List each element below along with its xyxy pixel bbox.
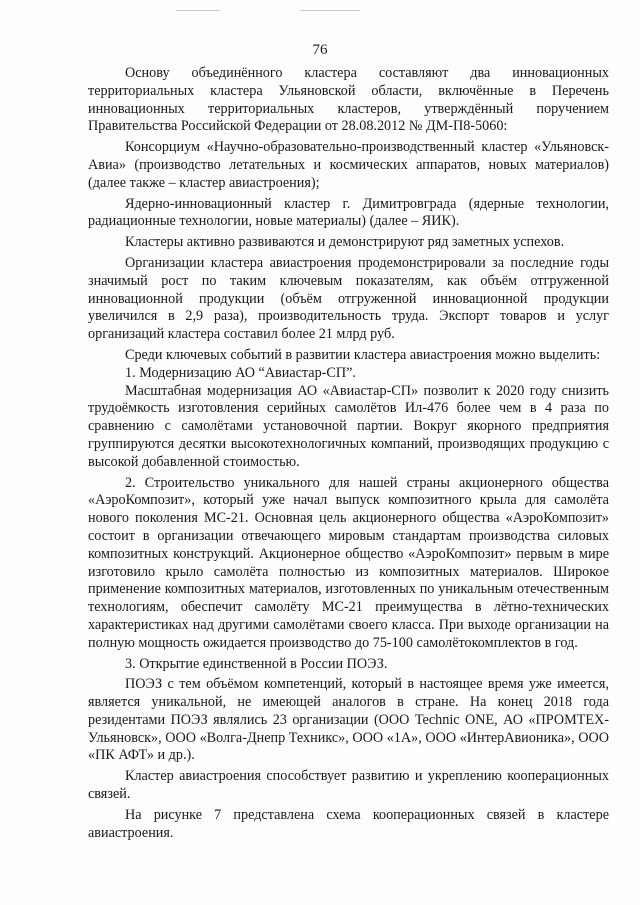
scan-artifact-line — [300, 10, 360, 11]
paragraph-item-1-heading: 1. Модернизацию АО “Авиастар-СП”. — [125, 364, 356, 381]
paragraph-item-3-body: ПОЭЗ с тем объёмом компетенций, который в настоящее время уже имеется, является уникальной, не имеющей аналогов в стране. На конец 2018 года резидентами ПОЭЗ являлись 23 организации (ООО Technic ONE, АО «ПРОМТЕХ-Ульяновск», ООО «Волга-Днепр Техникс», ООО «1А», ООО «ИнтерАвионика», ООО «ПК АФТ» и др.). — [88, 676, 609, 764]
document-body — [88, 65, 609, 845]
paragraph-key-events-intro: Среди ключевых событий в развитии кластера авиастроения можно выделить: — [125, 346, 601, 363]
page-number: 76 — [312, 42, 328, 58]
scan-artifact-line — [176, 10, 220, 11]
paragraph-item-1-body: Масштабная модернизация АО «Авиастар-СП» позволит к 2020 году снизить трудоёмкость изготовления серийных самолётов Ил-476 более чем в 4 раза по сравнению с самолётами установочной партии. Вокруг якорного предприятия группируются десятки высокотехнологичных компаний, производящих продукцию с высокой добавленной стоимостью. — [88, 382, 609, 470]
paragraph-cooperation: Кластер авиастроения способствует развитию и укреплению кооперационных связей. — [88, 768, 609, 803]
paragraph-item-3-heading: 3. Открытие единственной в России ПОЭЗ. — [125, 655, 388, 672]
paragraph-nuclear-cluster: Ядерно-инновационный кластер г. Димитровграда (ядерные технологии, радиационные технологии, новые материалы) (далее – ЯИК). — [88, 195, 609, 230]
paragraph-item-2: 2. Строительство уникального для нашей страны акционерного общества «АэроКомпозит», который уже начал выпуск композитного крыла для самолёта нового поколения МС-21. Основная цель акционерного общества «АэроКомпозит» состоит в организации отвечающего мировым стандартам производства силовых композитных конструкций. Акционерное общество «АэроКомпозит» первым в мире изготовило крыло самолёта полностью из композитных материалов. Широкое применение композитных материалов, изготовленных по уникальным отечественным технологиям, обеспечит самолёту МС-21 преимущества в лётно-технических характеристиках над другими самолётами своего класса. При выходе организации на полную мощность ожидается производство до 75-100 самолётокомплектов в год. — [88, 474, 609, 651]
paragraph-figure-reference: На рисунке 7 представлена схема кооперационных связей в кластере авиастроения. — [88, 806, 609, 841]
paragraph-clusters-success: Кластеры активно развиваются и демонстрируют ряд заметных успехов. — [125, 234, 565, 251]
paragraph-growth: Организации кластера авиастроения продемонстрировали за последние годы значимый рост по таким ключевым показателям, как объём отгруженной инновационной продукции (объём отгруженной инновационной продукции увеличился в 2,9 раза), производительность труда. Экспорт товаров и услуг организаций кластера составил более 21 млрд руб. — [88, 254, 609, 343]
paragraph-cluster-basis: Основу объединённого кластера составляют два инновационных территориальных кластера Ульяновской области, включённые в Перечень инновационных территориальных кластеров, утверждённый поручением Правительства Российской Федерации от 28.08.2012 № ДМ-П8-5060: — [88, 65, 609, 135]
paragraph-consortium: Консорциум «Научно-образовательно-производственный кластер «Ульяновск-Авиа» (производство летательных и космических аппаратов, новых материалов) (далее также – кластер авиастроения); — [88, 139, 609, 191]
